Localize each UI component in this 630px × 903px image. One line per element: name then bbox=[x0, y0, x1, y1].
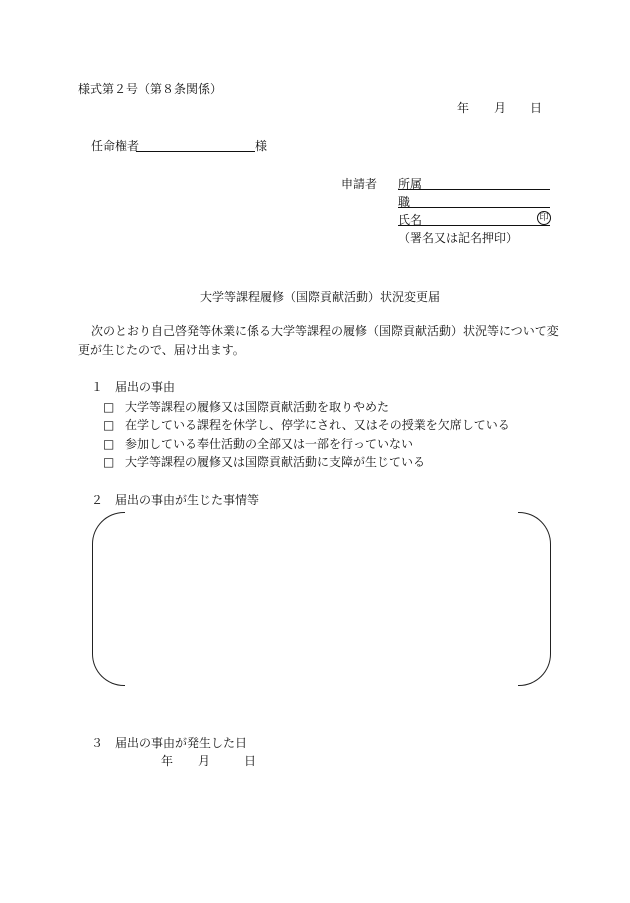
reason-text: 在学している課程を休学し、停学にされ、又はその授業を欠席している bbox=[125, 418, 510, 432]
intro-text-line2: 更が生じたので、届け出ます。 bbox=[78, 343, 245, 357]
affiliation-field[interactable] bbox=[398, 175, 550, 190]
section2-heading: ２ 届出の事由が生じた事情等 bbox=[91, 493, 260, 507]
form-number: 様式第２号（第８条関係） bbox=[78, 82, 223, 96]
checkbox[interactable]: □ bbox=[103, 437, 115, 451]
reason-text: 参加している奉仕活動の全部又は一部を行っていない bbox=[125, 437, 414, 451]
addressee-suffix: 様 bbox=[255, 139, 268, 153]
checkbox[interactable]: □ bbox=[103, 400, 115, 414]
addressee-name-field[interactable] bbox=[136, 137, 255, 152]
date-year: 年 bbox=[457, 101, 470, 115]
checkbox[interactable]: □ bbox=[103, 455, 115, 469]
position-label: 職 bbox=[398, 195, 411, 209]
affiliation-label: 所属 bbox=[398, 177, 423, 191]
reason-item-1 bbox=[103, 398, 389, 415]
intro-text-line1: 次のとおり自己啓発等休業に係る大学等課程の履修（国際貢献活動）状況等について変 bbox=[91, 324, 559, 338]
occurrence-month: 月 bbox=[198, 754, 211, 768]
applicant-label: 申請者 bbox=[341, 177, 378, 191]
checkbox[interactable]: □ bbox=[103, 418, 115, 432]
reason-item-2 bbox=[103, 416, 510, 433]
bracket-left bbox=[92, 512, 125, 686]
circumstances-text-area[interactable] bbox=[95, 514, 547, 682]
date-month: 月 bbox=[494, 101, 507, 115]
reason-text: 大学等課程の履修又は国際貢献活動を取りやめた bbox=[125, 400, 390, 414]
bracket-right bbox=[518, 512, 551, 686]
position-field[interactable] bbox=[398, 193, 550, 208]
addressee-label: 任命権者 bbox=[91, 139, 140, 153]
name-label: 氏名 bbox=[398, 213, 423, 227]
signature-note: （署名又は記名押印） bbox=[398, 231, 519, 245]
occurrence-day: 日 bbox=[244, 754, 257, 768]
reason-item-3 bbox=[103, 435, 413, 452]
occurrence-year: 年 bbox=[161, 754, 174, 768]
reason-item-4 bbox=[103, 453, 425, 470]
section3-heading: ３ 届出の事由が発生した日 bbox=[91, 736, 248, 750]
section1-heading: １ 届出の事由 bbox=[91, 380, 176, 394]
date-day: 日 bbox=[530, 101, 543, 115]
reason-text: 大学等課程の履修又は国際貢献活動に支障が生じている bbox=[125, 455, 426, 469]
name-field[interactable] bbox=[398, 211, 550, 226]
seal-mark: 印 bbox=[537, 211, 551, 225]
document-title: 大学等課程履修（国際貢献活動）状況変更届 bbox=[200, 290, 441, 304]
